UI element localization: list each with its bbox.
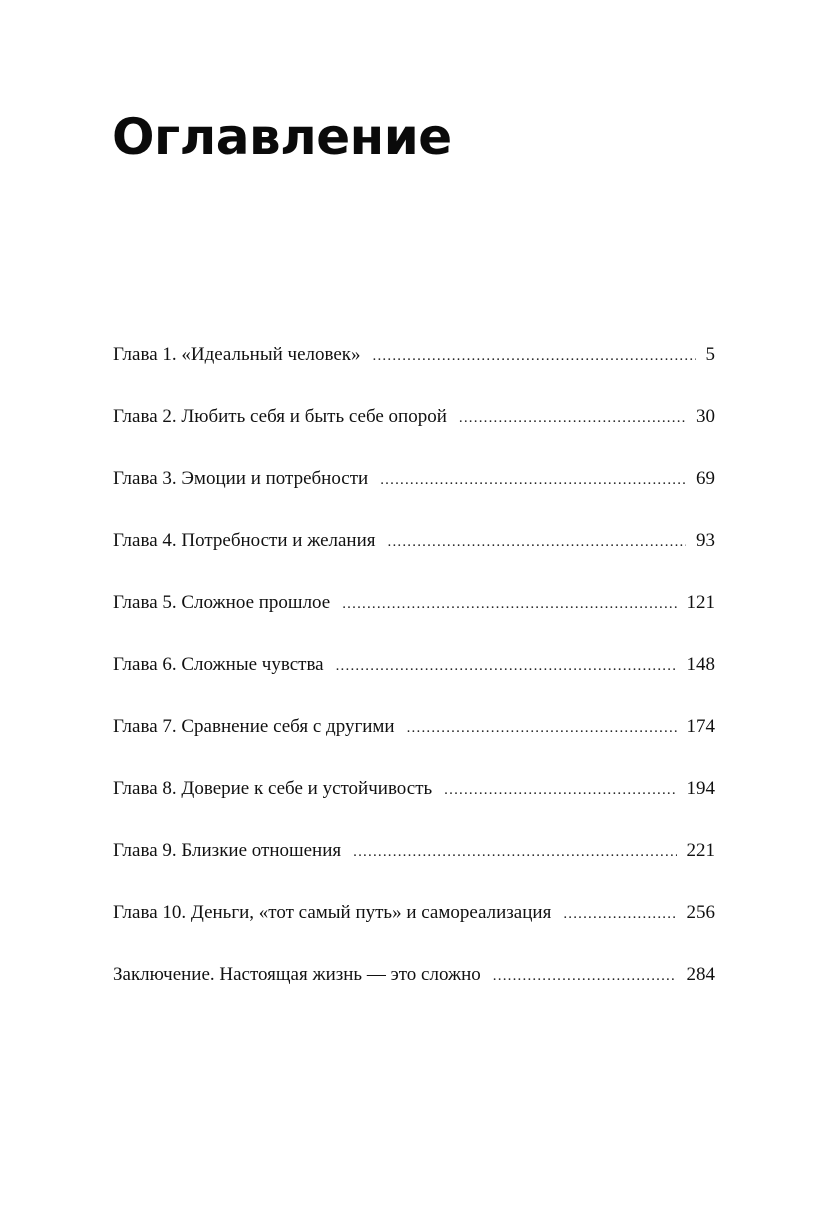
toc-entry-page: 256 [686,902,715,923]
dot-leader [563,907,676,922]
toc-entry [113,841,715,903]
table-of-contents [113,345,715,1027]
toc-entry-title: Глава 6. Сложные чувства [113,654,324,675]
toc-entry [113,345,715,407]
toc-entry [113,903,715,965]
toc-entry [113,717,715,779]
toc-entry-title: Глава 3. Эмоции и потребности [113,468,369,489]
dot-leader [353,845,676,860]
toc-entry [113,531,715,593]
dot-leader [380,473,686,488]
dot-leader [493,969,677,984]
dot-leader [407,721,677,736]
dot-leader [373,349,696,364]
dot-leader [342,597,676,612]
toc-entry-page: 174 [686,716,715,737]
toc-entry-page: 148 [686,654,715,675]
toc-entry [113,655,715,717]
toc-entry-title: Глава 5. Сложное прошлое [113,592,331,613]
dot-leader [336,659,677,674]
dot-leader [459,411,686,426]
toc-entry [113,469,715,531]
toc-entry-title: Глава 8. Доверие к себе и устойчивость [113,778,433,799]
toc-entry-title: Глава 10. Деньги, «тот самый путь» и самореализация [113,902,552,923]
toc-entry-page: 93 [696,530,715,551]
toc-entry-title: Заключение. Настоящая жизнь — это сложно [113,964,481,985]
toc-entry-page: 221 [686,840,715,861]
toc-entry-title: Глава 4. Потребности и желания [113,530,376,551]
dot-leader [444,783,676,798]
toc-entry-page: 194 [686,778,715,799]
toc-entry-page: 284 [686,964,715,985]
toc-entry-page: 5 [705,344,715,365]
toc-entry-title: Глава 1. «Идеальный человек» [113,344,361,365]
page-title: Оглавление [112,108,452,166]
toc-entry-page: 30 [696,406,715,427]
toc-entry [113,407,715,469]
toc-entry-page: 69 [696,468,715,489]
toc-entry [113,965,715,1027]
dot-leader [388,535,687,550]
toc-entry-title: Глава 2. Любить себя и быть себе опорой [113,406,447,427]
toc-entry-page: 121 [686,592,715,613]
toc-entry-title: Глава 7. Сравнение себя с другими [113,716,395,737]
toc-entry [113,593,715,655]
toc-entry [113,779,715,841]
toc-entry-title: Глава 9. Близкие отношения [113,840,342,861]
